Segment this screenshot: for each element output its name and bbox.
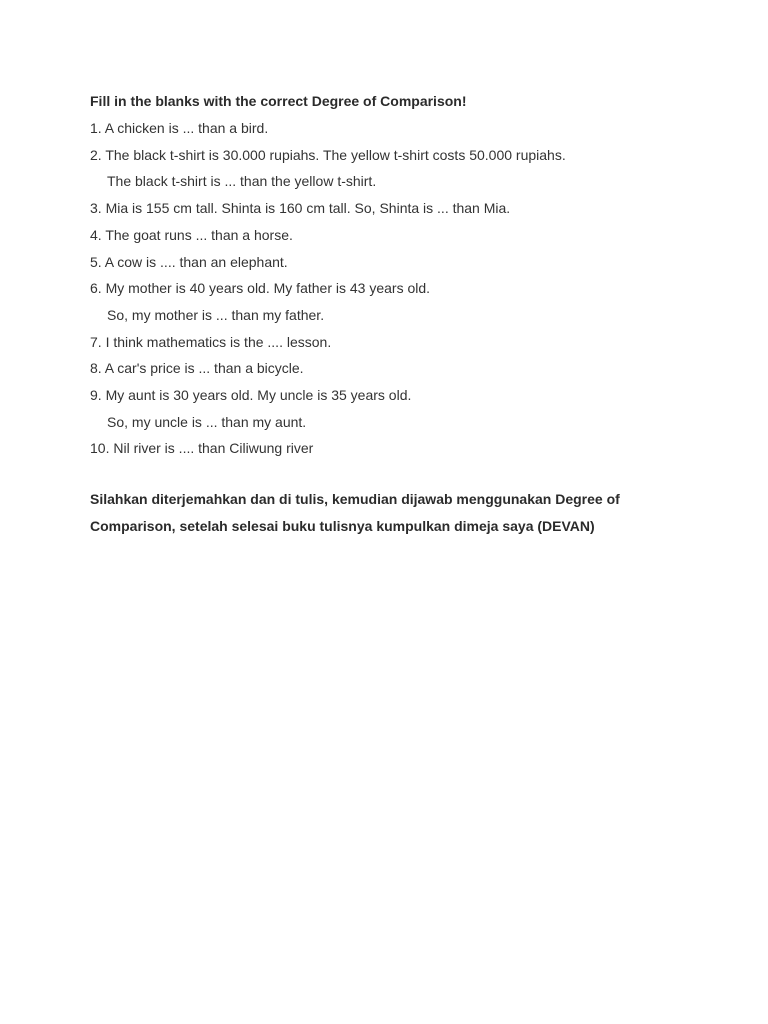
question-item <box>90 382 710 435</box>
instructions-line: Silahkan diterjemahkan dan di tulis, kemudian dijawab menggunakan Degree of <box>90 491 620 508</box>
question-text: 6. My mother is 40 years old. My father is 43 years old. <box>90 280 431 297</box>
question-text: 4. The goat runs ... than a horse. <box>90 226 293 243</box>
question-continuation: The black t-shirt is ... than the yellow t-shirt. <box>107 173 377 190</box>
question-text: 8. A car's price is ... than a bicycle. <box>90 360 304 377</box>
question-text: 5. A cow is .... than an elephant. <box>90 253 288 270</box>
question-item <box>90 222 710 249</box>
instructions-line: Comparison, setelah selesai buku tulisnya kumpulkan dimeja saya (DEVAN) <box>90 517 595 534</box>
question-text: 3. Mia is 155 cm tall. Shinta is 160 cm tall. So, Shinta is ... than Mia. <box>90 200 511 217</box>
question-text: 2. The black t-shirt is 30.000 rupiahs. The yellow t-shirt costs 50.000 rupiahs. <box>90 146 566 163</box>
question-item <box>90 275 710 328</box>
question-item <box>90 195 710 222</box>
document-page <box>90 88 710 539</box>
question-list <box>90 115 710 462</box>
question-continuation: So, my mother is ... than my father. <box>107 306 325 323</box>
question-text: 1. A chicken is ... than a bird. <box>90 120 269 136</box>
instructions-paragraph <box>90 486 690 539</box>
question-text: 7. I think mathematics is the .... lesson. <box>90 333 332 350</box>
question-text: 10. Nil river is .... than Ciliwung river <box>90 440 314 457</box>
exercise-heading: Fill in the blanks with the correct Degree of Comparison! <box>90 93 467 109</box>
question-item <box>90 355 710 382</box>
question-item <box>90 329 710 356</box>
question-text: 9. My aunt is 30 years old. My uncle is 35 years old. <box>90 387 412 404</box>
question-item <box>90 249 710 276</box>
question-continuation: So, my uncle is ... than my aunt. <box>107 413 307 430</box>
question-item <box>90 142 710 195</box>
question-item <box>90 115 710 142</box>
question-item <box>90 435 710 462</box>
